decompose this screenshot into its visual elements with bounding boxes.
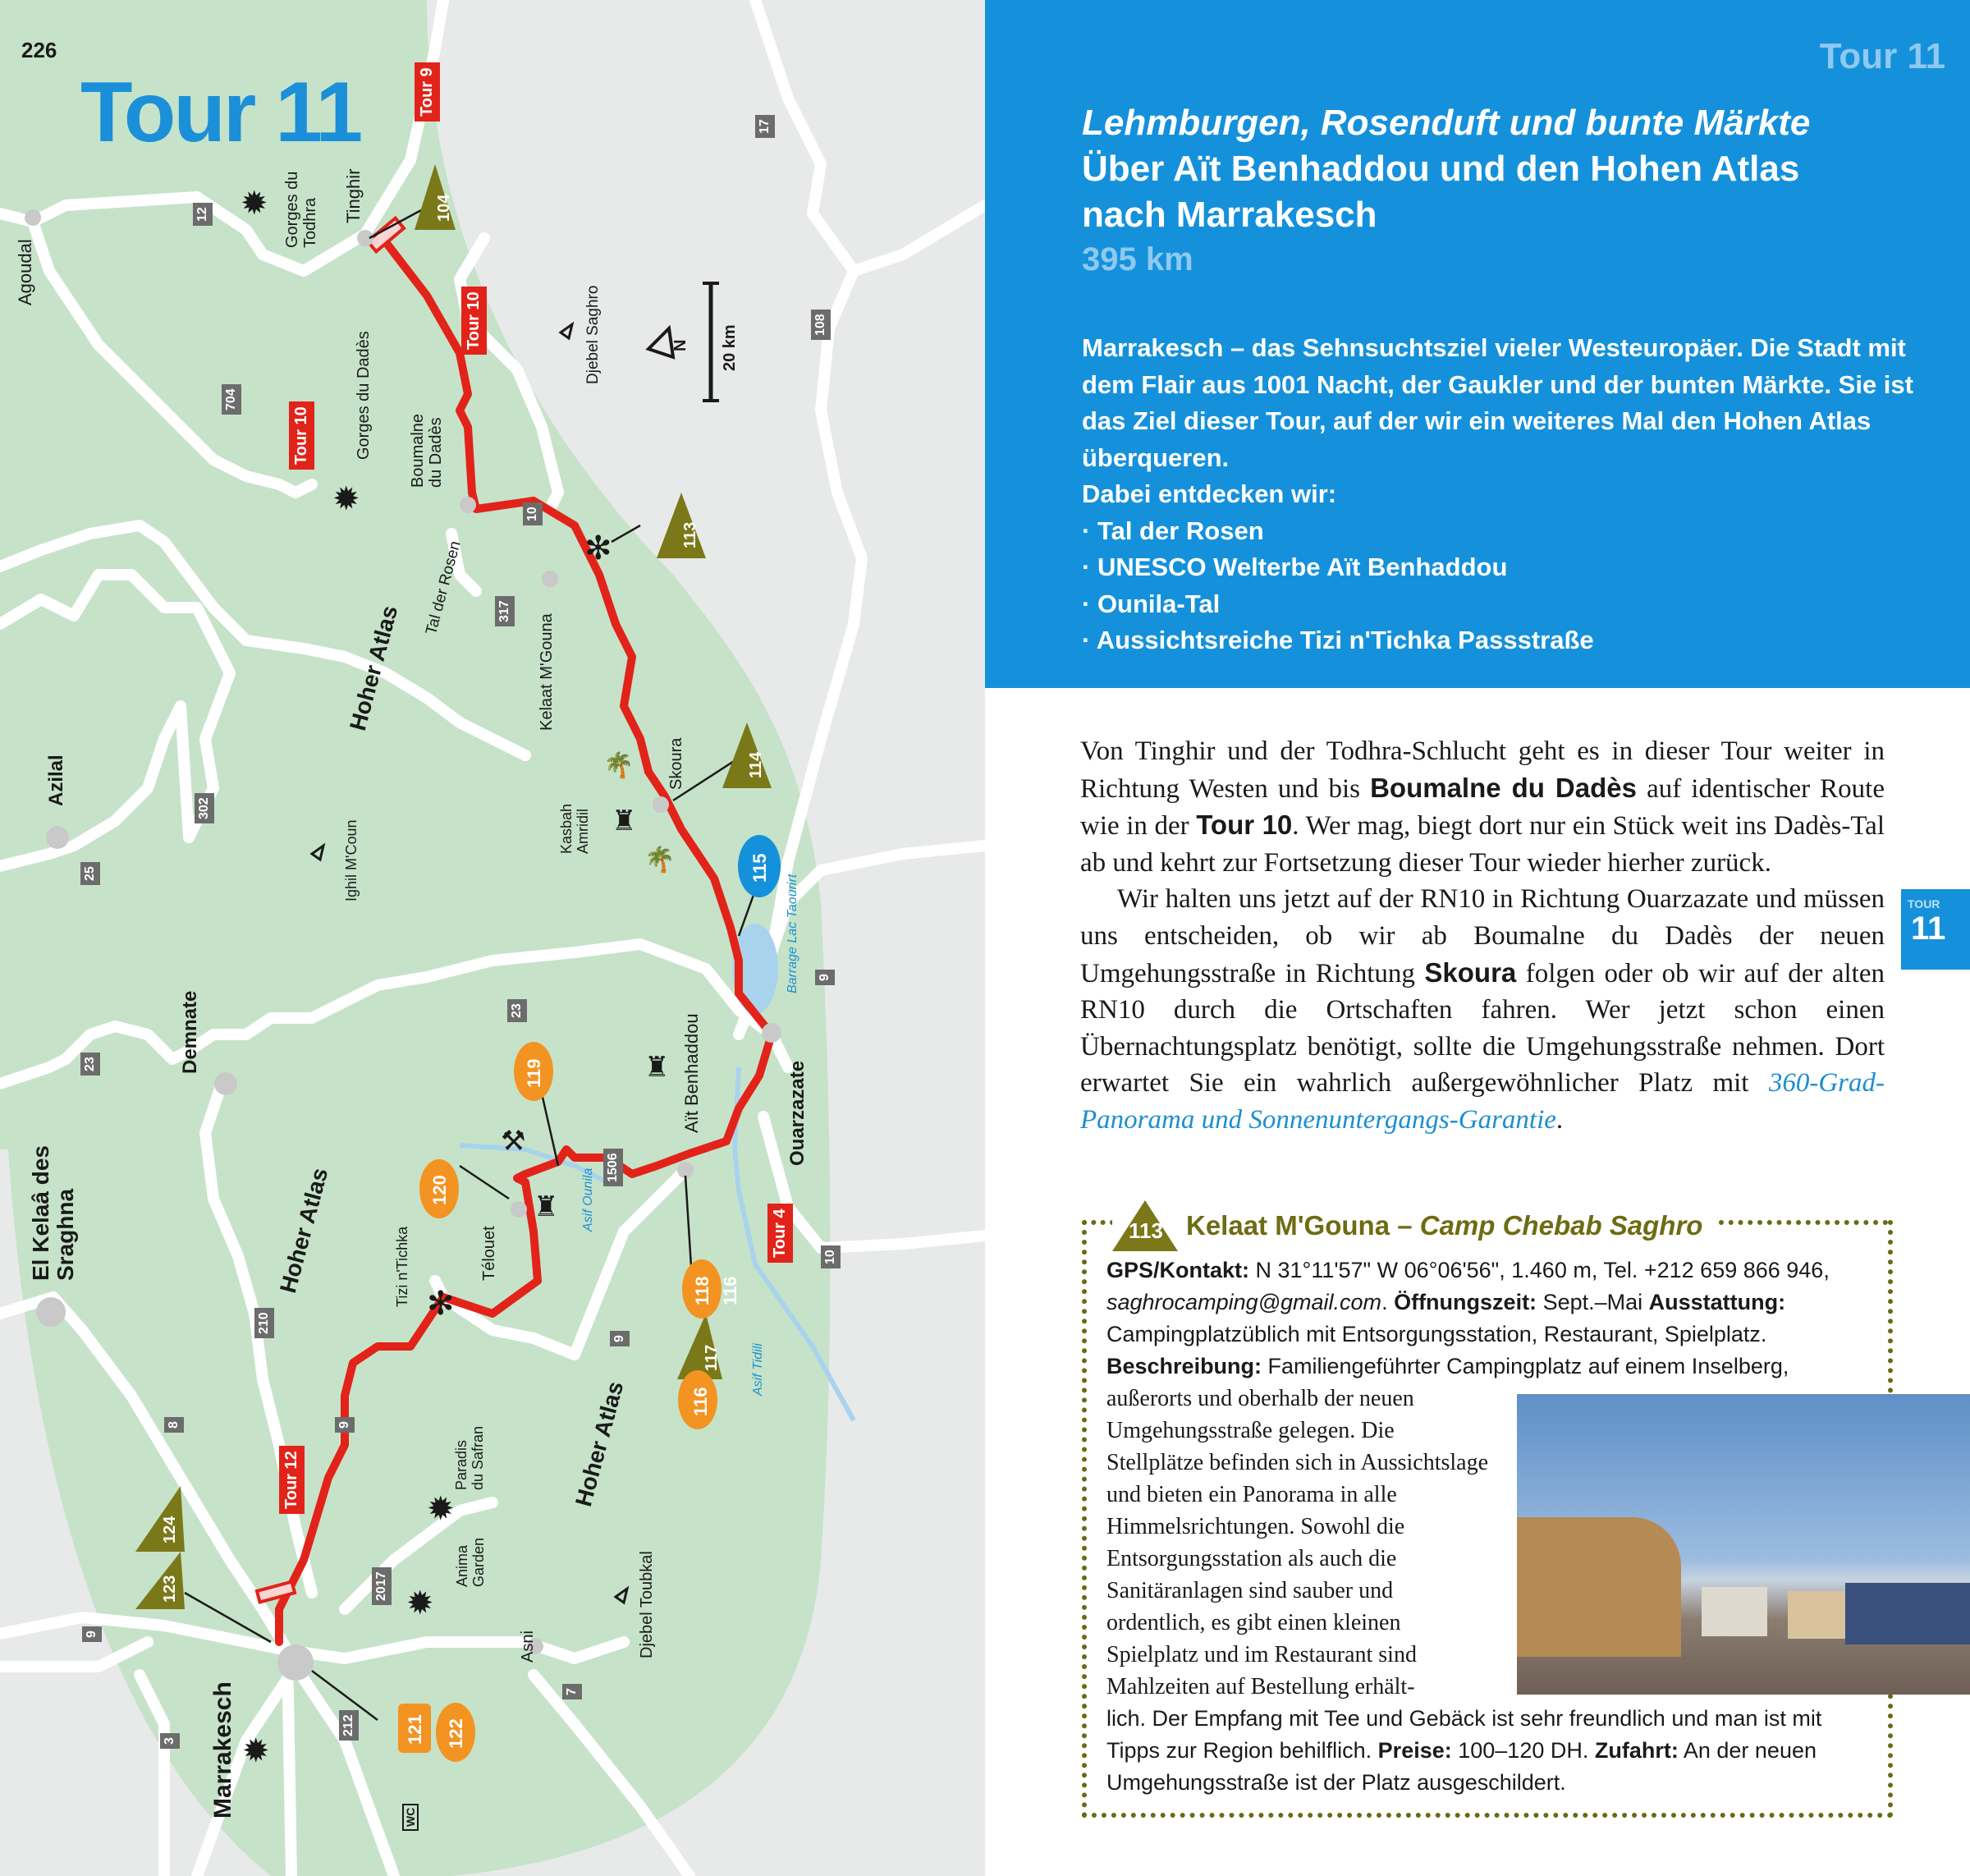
place-label: Marrakesch xyxy=(209,1681,236,1819)
place-label: Aït Benhaddou xyxy=(681,1013,702,1133)
tour-tag: Tour 12 xyxy=(279,1446,305,1514)
place-label: Ighil M'Coun xyxy=(343,819,360,901)
campsite-info: GPS/Kontakt: N 31°11'57" W 06°06'56", 1.460 m, Tel. +212 659 866 946, saghrocamping@gmail.com. Öffnungszeit: Sept.–Mai Ausstattung: Campingplatzüblich mit Entsorgungsstation, Restaurant, Spielplatz. xyxy=(1106,1258,1830,1346)
stellplatz-marker[interactable]: 118 xyxy=(692,1276,712,1305)
road-number: 12 xyxy=(193,203,213,226)
wc-icon: WC xyxy=(402,1804,419,1831)
water-label: Asif Tidili xyxy=(751,1343,765,1396)
place-label: Kasbah Amridil xyxy=(558,803,591,854)
text-run: Von Tinghir und der Todhra-Schlucht geht es in dieser Tour weiter in Richtung Westen und bis xyxy=(1080,736,1885,804)
campsite-heading xyxy=(1112,1207,1714,1245)
marina-marker[interactable]: 115 xyxy=(749,853,770,883)
field-label: Zufahrt: xyxy=(1594,1738,1679,1763)
photo-vehicle xyxy=(1845,1583,1970,1644)
road-number: 2017 xyxy=(372,1567,392,1605)
road-number: 9 xyxy=(82,1626,102,1642)
road-number: 108 xyxy=(811,310,831,340)
equipment-value: Campingplatzüblich mit Entsorgungsstation, Restaurant, Spielplatz. xyxy=(1106,1322,1767,1346)
photo-building xyxy=(1517,1517,1681,1657)
place-label: Skoura xyxy=(667,737,685,790)
road-number: 23 xyxy=(507,999,527,1022)
text-bold: Skoura xyxy=(1424,956,1517,988)
tour-tag: Tour 9 xyxy=(415,62,440,122)
tour-tag: Tour 10 xyxy=(461,287,487,355)
palm-icon: 🌴 xyxy=(603,752,635,779)
field-label: Ausstattung: xyxy=(1648,1290,1786,1314)
description-text: lich. Der Empfang mit Tee und Gebäck ist sehr freundlich und man ist mit Tipps zur Region behilflich. xyxy=(1106,1706,1822,1763)
highlight-item: · Ounila-Tal xyxy=(1082,586,1919,623)
stellplatz-marker[interactable]: 120 xyxy=(429,1175,450,1205)
map-title: Tour 11 xyxy=(80,65,361,160)
text-run: Wir halten uns jetzt auf der RN10 in Richtung Ouarzazate und müssen uns entscheiden, ob wir ab Boumalne du Dadès der neuen Umgehungsstraße in Richtung xyxy=(1080,884,1885,988)
road-number: 210 xyxy=(254,1308,274,1338)
region-label: Hoher Atlas xyxy=(570,1378,629,1510)
description-text: Familiengeführter Campingplatz auf einem Inselberg, xyxy=(1262,1354,1789,1378)
highlight-item: · Aussichtsreiche Tizi n'Tichka Passstraße xyxy=(1082,622,1919,659)
stellplatz-marker[interactable]: 122 xyxy=(446,1718,466,1749)
sight-sun-icon: ✹ xyxy=(241,186,268,222)
chapter-tab-number: 11 xyxy=(1911,910,1946,947)
text-run: auf identischer Route wie in der xyxy=(1080,773,1885,842)
paragraph-1 xyxy=(1080,733,1885,881)
kasbah-icon: ♜ xyxy=(534,1191,559,1222)
highlight-link[interactable]: 360-Grad-Panorama und Sonnenuntergangs-Garantie xyxy=(1080,1068,1885,1135)
place-label: Télouet xyxy=(480,1226,498,1281)
road-number: 10 xyxy=(821,1245,841,1268)
field-label: Öffnungszeit: xyxy=(1394,1290,1537,1314)
road-number: 23 xyxy=(80,1053,100,1076)
tour-title-line1: Über Aït Benhaddou und den Hohen Atlas xyxy=(1082,149,1800,189)
place-label: Agoudal xyxy=(15,239,35,305)
north-arrow-icon: N xyxy=(671,339,690,351)
field-label: GPS/Kontakt: xyxy=(1106,1258,1250,1282)
tour-distance: 395 km xyxy=(1082,241,1193,278)
place-label: Ouarzazate xyxy=(786,1060,809,1166)
place-label: Tal der Rosen xyxy=(423,539,465,637)
viewpoint-icon: ✻ xyxy=(427,1286,455,1322)
sight-sun-icon: ✹ xyxy=(427,1491,455,1527)
field-label: Preise: xyxy=(1377,1738,1452,1763)
campsite-marker[interactable]: 117 xyxy=(703,1344,721,1371)
tour-tag: Tour 4 xyxy=(767,1204,793,1263)
place-label: Demnate xyxy=(179,990,201,1074)
road-number: 3 xyxy=(160,1733,180,1749)
campsite-title xyxy=(1186,1210,1702,1241)
email-link[interactable]: saghrocamping@gmail.com xyxy=(1106,1290,1382,1314)
place-label: Boumalne du Dadès xyxy=(409,413,445,488)
water-label: Barrage Lac Taourirt xyxy=(786,874,799,993)
highlights-list xyxy=(1082,513,1919,659)
photo-vehicle xyxy=(1702,1587,1767,1636)
road-number: 8 xyxy=(164,1417,184,1433)
campsite-marker[interactable]: 104 xyxy=(435,194,453,222)
region-label: Hoher Atlas xyxy=(345,603,403,734)
paragraph-2 xyxy=(1080,881,1885,1138)
stellplatz-marker[interactable]: 116 xyxy=(690,1387,711,1416)
place-label: Gorges du Dadès xyxy=(355,331,373,460)
palm-icon: 🌴 xyxy=(644,846,676,874)
text-bold: Boumalne du Dadès xyxy=(1370,772,1637,803)
box-border xyxy=(1082,1220,1115,1225)
tour-title-line2: nach Marrakesch xyxy=(1082,195,1377,235)
tour-tag: Tour 10 xyxy=(289,401,314,470)
road-number: 1506 xyxy=(603,1149,623,1186)
road-number: 704 xyxy=(222,384,241,415)
highlight-item: · UNESCO Welterbe Aït Benhaddou xyxy=(1082,549,1919,586)
mine-icon: ⚒ xyxy=(501,1126,526,1157)
campsite-tent-icon xyxy=(1112,1200,1178,1251)
road-number: 25 xyxy=(80,862,100,885)
place-label: Tinghir xyxy=(343,168,364,223)
box-border xyxy=(1719,1220,1888,1225)
road-number: 7 xyxy=(562,1684,582,1699)
chapter-tab-label: TOUR xyxy=(1908,897,1940,910)
road-number: 9 xyxy=(815,970,835,985)
campsite-marker[interactable]: 124 xyxy=(161,1516,179,1543)
highlight-item: · Tal der Rosen xyxy=(1082,513,1919,550)
campsite-description-narrow: außerorts und oberhalb der neuen Umgehungsstraße gelegen. Die Stellplätze befinden sich in Aussichtslage und bieten ein Panorama in alle Himmelsrichtungen. Sowohl die Entsorgungsstation als auch die Sanitäranlagen sind sauber und ordentlich, es gibt einen kleinen Spielplatz und im Restaurant sind Mahlzeiten auf Bestellung erhält- xyxy=(1106,1386,1489,1699)
scale-label: 20 km xyxy=(721,324,739,371)
place-label: Djebel Saghro xyxy=(584,285,602,384)
sight-sun-icon: ✹ xyxy=(242,1733,270,1769)
campsite-marker[interactable]: 114 xyxy=(747,751,765,778)
text-run: . Wer mag, biegt dort nur ein Stück weit ins Dadès-Tal ab und kehrt zur Fortsetzung dieser Tour wieder hierher zurück. xyxy=(1080,811,1885,878)
road-number: 317 xyxy=(495,596,515,626)
body-text xyxy=(1080,733,1885,1139)
place-label: Gorges du Todhra xyxy=(283,171,319,248)
place-label: Tizi n'Tichka xyxy=(394,1226,410,1307)
tour-intro xyxy=(1082,330,1919,659)
kasbah-icon: ♜ xyxy=(644,1052,670,1083)
water-label: Asif Ounila xyxy=(581,1167,595,1232)
stellplatz-marker[interactable]: 119 xyxy=(524,1058,544,1088)
tour-headline xyxy=(1082,100,1903,281)
price-value: 100–120 DH. xyxy=(1451,1738,1595,1763)
place-label: Asni xyxy=(519,1631,537,1663)
road-number: 302 xyxy=(195,793,214,823)
access-value: An der neuen Umgehungsstraße ist der Platz ausgeschildert. xyxy=(1106,1738,1817,1795)
place-label: Anima Garden xyxy=(454,1537,487,1587)
road-number: 9 xyxy=(610,1331,630,1346)
road-number: 212 xyxy=(339,1710,359,1741)
road-number: 17 xyxy=(755,115,775,138)
road-number: 9 xyxy=(335,1417,355,1433)
campsite-marker[interactable]: 113 xyxy=(681,521,699,548)
gps-value: N 31°11'57" W 06°06'56", 1.460 m, Tel. +212 659 866 946, xyxy=(1249,1258,1830,1282)
road-number: 10 xyxy=(523,502,543,525)
campsite-description-rest xyxy=(1106,1703,1858,1799)
intro-text: Marrakesch – das Sehnsuchtsziel vieler Westeuropäer. Die Stadt mit dem Flair aus 1001 Nacht, der Gaukler und der bunten Märkte. Sie ist das Ziel dieser Tour, auf der wir ein weiteres Mal den Hohen Atlas überqueren. xyxy=(1082,333,1913,472)
chapter-tab[interactable] xyxy=(1901,889,1970,970)
stellplatz-marker[interactable]: 121 xyxy=(405,1714,425,1745)
text-bold: Tour 10 xyxy=(1196,810,1293,841)
campsite-marker[interactable]: 123 xyxy=(161,1575,179,1603)
sight-sun-icon: ✹ xyxy=(406,1585,434,1621)
page-number: 226 xyxy=(21,38,57,62)
tour-header-box xyxy=(985,0,1970,688)
place-label: Azilal xyxy=(45,755,67,806)
region-label: Hoher Atlas xyxy=(275,1165,333,1296)
field-label: Beschreibung: xyxy=(1106,1354,1262,1378)
text-run: folgen oder ob wir auf der alten RN10 durch die Ortschaften fahren. Wer jetzt schon einen Übernachtungsplatz benötigt, sollte die Umgehungsstraße nehmen. Dort erwartet Sie ein wahrlich außergewöhnlicher Platz mit xyxy=(1080,958,1885,1099)
running-head: Tour 11 xyxy=(1819,36,1945,76)
sight-sun-icon: ✹ xyxy=(332,481,360,517)
photo-vehicle xyxy=(1788,1591,1845,1639)
place-label: Kelaat M'Gouna xyxy=(538,613,556,731)
campsite-name: Camp Chebab Saghro xyxy=(1419,1210,1703,1241)
campsite-photo xyxy=(1517,1394,1970,1695)
campsite-description-first xyxy=(1106,1351,1858,1383)
highlights-heading: Dabei entdecken wir: xyxy=(1082,479,1337,508)
viewpoint-icon: ✻ xyxy=(584,530,612,566)
campsite-number: 113 xyxy=(1129,1218,1163,1243)
place-label: Djebel Toubkal xyxy=(638,1551,656,1658)
kasbah-icon: ♜ xyxy=(612,805,637,837)
campsite-location: Kelaat M'Gouna – xyxy=(1186,1210,1420,1241)
stellplatz-marker[interactable]: 116 xyxy=(720,1276,740,1305)
tour-subtitle: Lehmburgen, Rosenduft und bunte Märkte xyxy=(1082,103,1811,143)
place-label: Paradis du Safran xyxy=(453,1425,486,1490)
hours-value: Sept.–Mai xyxy=(1537,1290,1649,1314)
text-run: . xyxy=(1555,1104,1564,1135)
place-label: El Kelaâ des Sraghna xyxy=(28,1145,78,1281)
